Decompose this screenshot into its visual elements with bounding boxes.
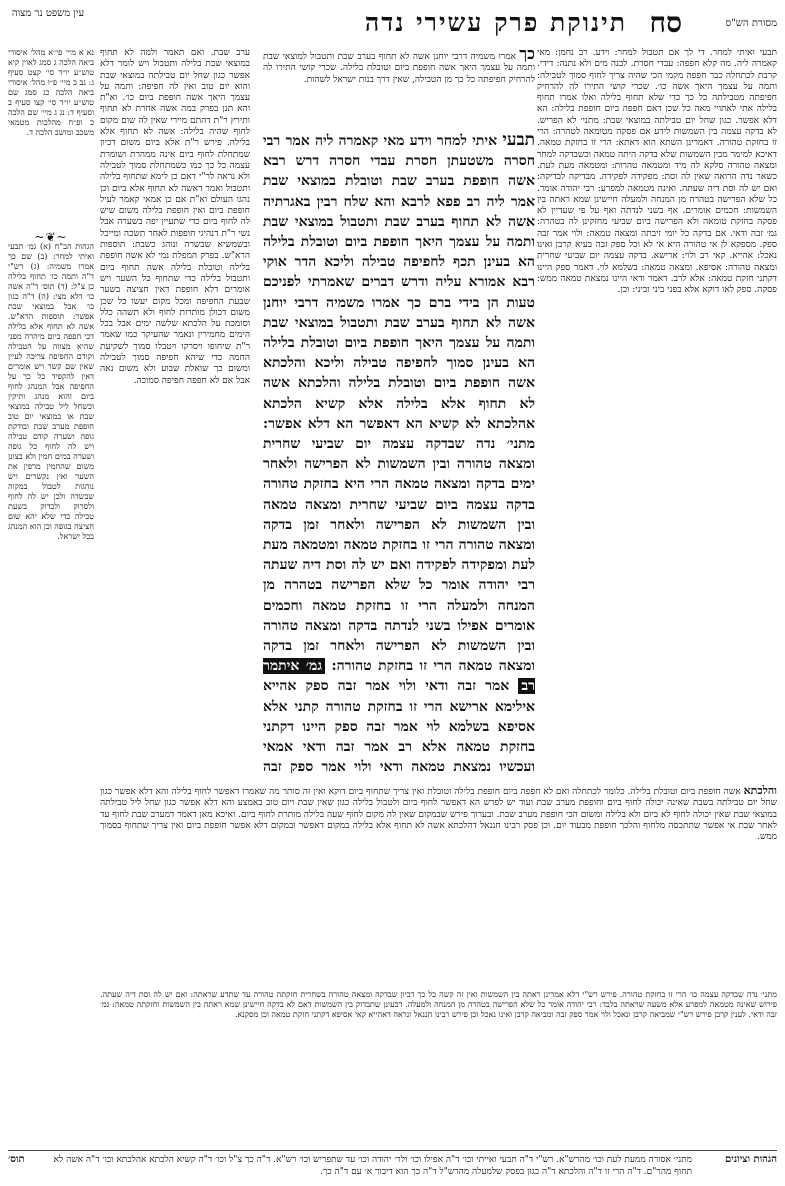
footer-right-label: תוס׳ [8, 1154, 25, 1165]
gemara-opening-box [263, 48, 535, 126]
daf-number: סח [649, 6, 682, 39]
page-footer [8, 1150, 777, 1181]
bottom-lead-word: והלכתא [743, 785, 777, 797]
footer-label: הגהות וציונים [724, 1154, 777, 1165]
gemara-main-text [263, 130, 535, 778]
bottom-commentary [100, 785, 777, 985]
page-title: תינוקת פרק עשירי נדה [364, 8, 627, 37]
rashi-commentary [537, 48, 777, 778]
gemara-text-2: אמר זבה ודאי ולוי אמר זבה ספק אהייא אילימא ארישא הרי זו בחזקת טהורה קתני אלא אסיפא בשלמא לוי אמר זבה ספק היינו דקתני בחזקת טמאה אלא רב אמר זבה ודאי אמאי ועכשיו נמצאת טמאה ודאי ולוי אמר ספק זבה [263, 678, 535, 776]
ornament-divider: ~❦~ [34, 232, 68, 244]
rashi-text: תבעי ואיתי למחר. די לך אם תטבול למחר: וידע. רב נחמן: מאי קאמרה ליה. מה קלא חפפה: עבדי חסרת. לבנה מים ולא נתנה: דידי. קרבת לכתחלה כבר חפפה מקמי הכי שהיה צריך לחוף סמוך לטבילה: ותמה על עצמך היאך אשה כו׳. שכרי קושי התירו לה להרחיק חפיפתה מטבילתה כל כך כדי שלא תחוף בלילה ואלו אמרו תחוף בלילה אתי לאתויי מאה כל שכן דאם חפפה ביום חופפת בלילה: הא דלא אפשר. כגון שחל יום טבילתה במוצאי שבת: מתני׳ לא הפריש. לא בדקה עצמה בין השמשות לידע אם פסקה מטומאה לטהרה: הרי זו בחזקת טהורה. דאמרינן השתא הוא דאתא: הרי זו בחזקת טמאה. דאיכא למימר מבין השמשות שלא בדקה היתה טמאה וכשבדקה למחר ומצאה טהורה סלקא לה מיד ומטמאה טהרות: ומטמאה מעת לעת. כשאר נדה הרואה שאין לה וסת: מפקידה לפקידה. מבדיקה לבדיקה: ואם יש לה וסת דיה שעתה. ואינה מטמאה למפרע: רבי יהודה אומר. כל שלא הפרישה בטהרה מן המנחה ולמעלה חיישינן שמא ראתה בין השמשות: חכמים אומרים. אף בשני לנדתה ואף על פי שעדיין לא פסקה בחזקת טומאה ולא הפרישה ביום שביעי מחזקינן לה בטהרה: גמ׳ זבה ודאי. אם בדקה כל יומי זיבתה ומצאה טמאה: ולוי אמר זבה ספק. מספקא לן אי טהורה היא אי לא וכל ספק זבה בעיא קרבן ואינו נאכל: אהייא. קאי רב ולוי: ארישא. בדקה עצמה יום שביעי שחרית ומצאה טהורה: אסיפא. ומצאה טמאה: בשלמא לוי. דאמר ספק היינו דקתני חזקת טמאה: אלא לרב. דאמר ודאי היינו נמצאת טמאה ממש: פסקה. ספק לאו דוקא אלא בפני ביני וביני: וכן. [537, 48, 777, 296]
ein-mishpat-label: עין משפט נר מצוה [11, 8, 85, 19]
tosafot-commentary [100, 48, 250, 778]
ein-mishpat-column [8, 48, 94, 228]
ein-mishpat-text: נא א מיי׳ פי״א מהל׳ איסורי ביאה הלכה ג סמג לאוין קיא טוש״ע יו״ד סי׳ קצט סעיף ג: נב ב מיי׳ פ״ו מהל׳ איסורי ביאה הלכה כג סמג שם טוש״ע יו״ד סי׳ קצו סעיף ב וסעיף ד: נג ג מיי׳ שם הלכה כ ופ״ח מהלכות מטמאי משכב ומושב הלכה ד. [8, 48, 94, 137]
masoret-hashas-label: מסורת הש"ס [725, 18, 777, 29]
gemara-highlight: גמ׳ איתמר רב [263, 658, 535, 695]
gemara-box-lead-word: כך [519, 48, 535, 63]
gemara-lead-word: תבעי [502, 130, 535, 150]
left-margin-notes [8, 232, 94, 1032]
left-margin-text: הגהות הב"ח (א) גמ׳ תבעי ואיתי למחר: (ב) שם כך אמרו משמיה: (ג) רש"י ד"ה ותמה כו׳ תחוף בלילה כן צ"ל: (ד) תוס׳ ד"ה אשה כו׳ דלא מצי: (ה) ד"ה כגון כו׳ אבל במוצאי שבת אפשר: תוספות הרא"ש. אשה לא תחוף אלא בלילה דכי חפפה ביום מיהרה מפני שהיא מצווה על הטבילה וקודם החפיפה צריכה לעיין שאין שם קשר ויש אומרים דאין להקפיד כל כך על החפיפה אבל המנהג לחוף ביום והוא מנהג ותיקין וכשחל ליל טבילה במוצאי שבת או במוצאי יום טוב חופפת מערב שבת ובודקת גופה ושערה קודם טבילה ויש לה לחוף כל גופה ושערה במים חמין ולא בצונן משום שהחמין מרפין את השער ואין נקשרים ויש נוהגות לטבול במקוה שבשדה ולכן יש לה לחוף ולסרוק ולבדוק בשעת טבילה כדי שלא יהא שום חציצה בגופה וכן הוא המנהג בכל ישראל. [8, 242, 94, 541]
gemara-box-text: אמרו משמיה דרבי יוחנן אשה לא תחוף בערב שבת ותטבול למוצאי שבת ותמה על עצמך היאך אשה חופפת ביום וטובלת בלילה. שכרי קושי התירו לה להרחיק חפיפתה כל כך מן הטבילה, שאין דרך בנות ישראל לשהות. [263, 52, 535, 85]
bottom-text-2: מתני׳ נדה שבדקה עצמה כו׳ הרי זו בחזקת טהורה. פירש רש"י דלא אמרינן ראתה בין השמשות ואין זה קשה כל כך דכיון שבדקה ומצאה טהורה בשחרית חזקתה טהורה עד שתדע שראתה: ואם יש לה וסת דיה שעתה. פירוש שאינה מטמאה למפרע אלא משעה שראתה בלבד: רבי יהודה אומר כל שלא הפרישה בטהרה מן המנחה ולמעלה. דבעינן שתבדוק בין השמשות דאם לא בדקה חיישינן שמא ראתה בין השמשות וחזקתה טמאה: גמ׳ זבה ודאי. לענין קרבן פירש רש"י שמביאה קרבן ונאכל ולוי אמר ספק זבה ומביאה קרבן ואינו נאכל וכן פירש רבינו חננאל ונראה דאהייא קאי אסיפא דקתני חזקת טמאה וכן מסקנא. [100, 990, 777, 1019]
page-header [8, 6, 777, 40]
tosafot-text: ערב שבת. ואם תאמר ולמה לא תחוף במוצאי שבת בלילה ותטבול ויש לומר דלא אפשר כגון שחל יום טבילתה במוצאי שבת והוא יום טוב ואין לה חפיפה: ותמה על עצמך היאך אשה חופפת ביום כו׳. וא"ת והא תנן בפרק במה אשה אחרת לא תחוף ותירץ ר"ת דהתם מיירי שאין לה שום מקום לחוף שהיה בלילה: אשה לא תחוף אלא בלילה. פירש ר"ת אלא ביום משום דכיון שמתחלת לחוף ביום אינה ממהרת ושומרת עצמה כל כך כמו כשמתחלת סמוך לטבילה ולא נראה לר"י דאם כן לימא שתחוף בלילה ותטבול ואמר דאשה לא תחוף אלא ביום וכן נהגו העולם וא"ת אם כן אמאי קאמר לעיל חופפת ביום ואין חופפת בלילה משום שיש לה לחוף ביום כדי שתעיין יפה בשערה אבל נשי ר"ת דנהיגי חופפות לאחר תשכה ומייכל ובשמשיא שבשרה ונוהג כשבת: תוספות הרא"ש. בפרק המפלת נמי לא אשה חופפת בלילה וטובלת בלילה אשה תחוף ביום ותטבול בלילה כדי שתחוף כל השער ויש אומרים דלא חופפת דאין חציצה בשער שבעת החפיפה ומכל מקום יעשו כל שכן משום דכולן מותרות לחוף ולא תשהה כלל וסומכת על הלכתא שלשה ימים אבל בכל הימים מחמירין ונאמר שהעיקר כמו שאמר ר"ת שיחופו ויסרקו ויטבלו סמוך לשקיעת החמה כדי שיהא חפיפה סמוך לטבילה ומשום כך שואלת שבוע ולא משום נאה אבל אם לא חפפה חפיפה סמוכה. [100, 48, 250, 386]
gemara-text: איתי למחר וידע מאי קאמרה ליה אמר רבי חסרה משטעתן חסרת עבדי חסרה דרש רבא אשה חופפת בערב שבת וטובלת במוצאי שבת אמר ליה רב פפא לרבא והא שלח רבין באגרתיה אשה לא תחוף בערב שבת ותטבול במוצאי שבת ותמה על עצמך היאך חופפת ביום וטובלת בלילה הא בעינן תכף לחפיפה טבילה וליכא הדר אוקי רבא אמורא עליה ודרש דברים שאמרתי לפניכם טעות הן בידי ברם כך אמרו משמיה דרבי יוחנן אשה לא תחוף בערב שבת ותטבול במוצאי שבת ותמה על עצמך היאך חופפת ביום וטובלת בלילה הא בעינן סמוך לחפיפה טבילה וליכא והלכתא אשה חופפת ביום וטובלת בלילה והלכתא אשה לא תחוף אלא בלילה אלא קשיא הלכתא אהלכתא לא קשיא הא דאפשר הא דלא אפשר: מתני׳ נדה שבדקה עצמה יום שביעי שחרית ומצאה טהורה ובין השמשות לא הפרישה ולאחר ימים בדקה ומצאה טמאה הרי היא בחזקת טהורה בדקה עצמה ביום שביעי שחרית ומצאה טמאה ובין השמשות לא הפרישה ולאחר זמן בדקה ומצאה טהורה הרי זו בחזקת טמאה ומטמאה מעת לעת ומפקידה לפקידה ואם יש לה וסת דיה שעתה רבי יהודה אומר כל שלא הפרישה בטהרה מן המנחה ולמעלה הרי זו בחזקת טמאה וחכמים אומרים אפילו בשני לנדתה בדקה ומצאה טהורה ובין השמשות לא הפרישה ולאחר זמן בדקה ומצאה טמאה הרי זו בחזקת טהורה: [263, 133, 535, 675]
bottom-commentary-2 [100, 990, 777, 1120]
bottom-text: אשה חופפת ביום וטובלת בלילה. כלומר לכתחלה ואם לא חפפה ביום חופפת בלילה וטובלת ואין צריך שתחוף ביום דוקא ואין זה סותר מה שאמרו דאפשר לחוף בלילה והא דלא אפשר כגון שחל יום טבילתה בשבת שאינה יכולה לחוף ביום וחופפת מערב שבת ועוד יש לפרש הא דאפשר לחוף ביום ולטבול בלילה כגון שאין שבת ויום טוב באמצע והא דלא אפשר כגון שחל ליל טבילתה במוצאי שבת שאין יכולה לחוף לא ביום ולא בלילה ומשום הכי חופפת מערב שבת. ובערוך פירש שבמקום שאין לה מקום לחוף שעה בלילה מותרת לחוף ביום. ואיכא מאן דאמר דמערב שבת לחוף עד לאחר שבת אי אפשר שתתכסה מלחוף והלכך חופפת מבעוד יום. וכן פסק רבינו חננאל דהלכתא אשה לא תחוף אלא בלילה במקום דאפשר ובמקום דלא אפשר חופפת ביום ואין צריך שתחוף בסמוך ממש. [100, 787, 777, 843]
footer-text: מתני׳ אסורה ממעת לעת וכו׳ מהרש"א. רש"י ד"ה תבעי ואייתי וכו׳ ד"ה אפילו וכו׳ ולר׳ יהודה וכו׳ עד שתפריש וכו׳ רש"א. ד"ה כך צ"ל וכו׳ ד"ה קשיא הלכתא אהלכתא וכו׳ ד"ה אשה לא תחוף מהר"ם. ד"ה הרי זו ד"ה והלכתא ד"ה כגון בפסק שלמעלה מהרש"ל ד"ה כך הוא דיבור א׳ עם ד"ה כך. [53, 1155, 692, 1177]
